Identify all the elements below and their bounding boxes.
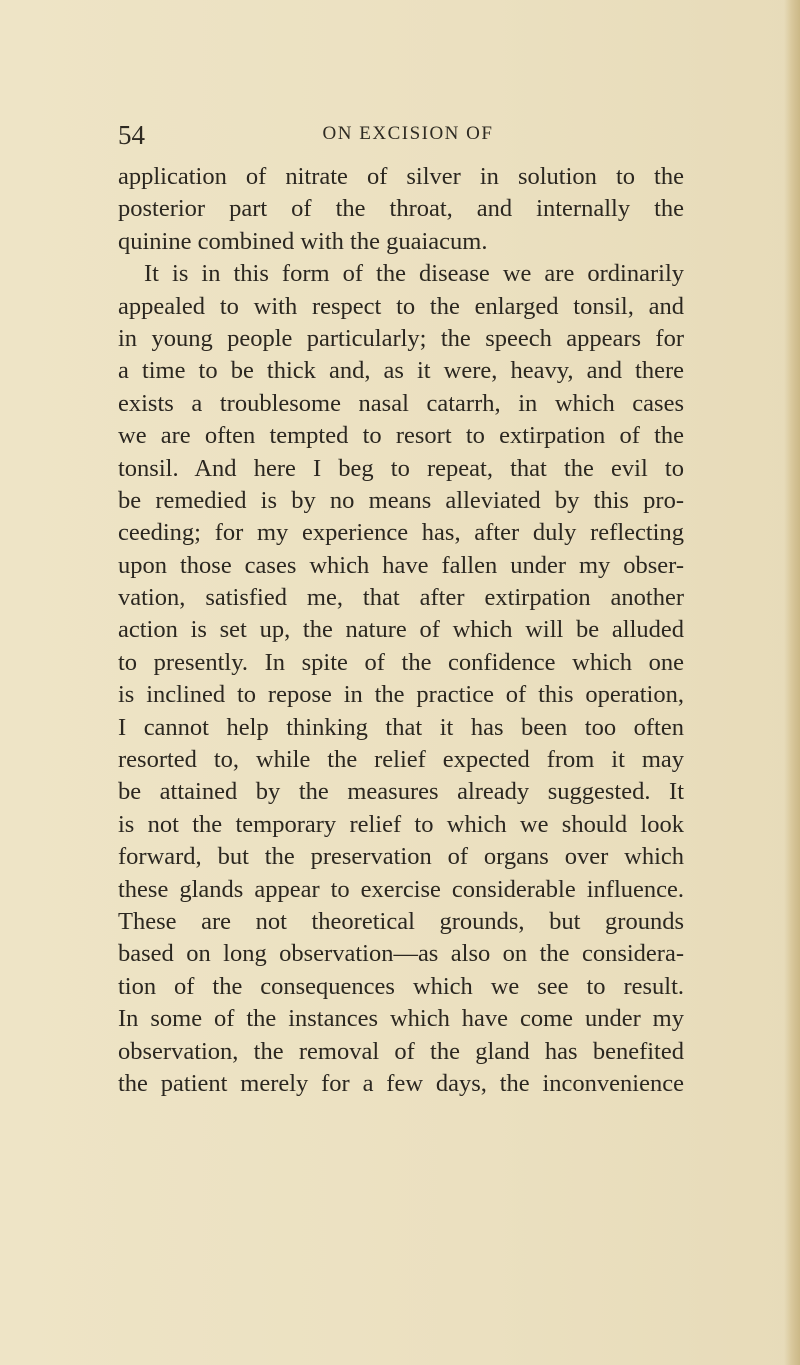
- text-line: tion of the consequences which we see to result.: [118, 972, 684, 1000]
- page-number: 54: [118, 120, 145, 150]
- text-line: the patient merely for a few days, the inconvenience: [118, 1069, 684, 1097]
- body-text: [118, 161, 684, 1100]
- text-line: ceeding; for my experience has, after duly reflecting: [118, 519, 684, 547]
- text-line: exists a troublesome nasal catarrh, in which cases: [118, 389, 684, 417]
- text-line: based on long observation—as also on the considera-: [118, 940, 684, 968]
- text-line: In some of the instances which have come under my: [118, 1005, 684, 1033]
- text-line: action is set up, the nature of which will be alluded: [118, 616, 684, 644]
- text-line: resorted to, while the relief expected from it may: [118, 746, 684, 774]
- text-line: quinine combined with the guaiacum.: [118, 227, 488, 255]
- text-line: these glands appear to exercise considerable influence.: [118, 875, 684, 903]
- text-line: be remedied is by no means alleviated by this pro-: [118, 486, 684, 514]
- running-head: ON EXCISION OF: [322, 123, 494, 144]
- text-line: is inclined to repose in the practice of this operation,: [118, 681, 684, 709]
- text-line: observation, the removal of the gland has benefited: [118, 1037, 684, 1065]
- text-line: I cannot help thinking that it has been too often: [118, 713, 684, 741]
- text-line: in young people particularly; the speech appears for: [118, 324, 684, 352]
- text-line: application of nitrate of silver in solution to the: [118, 163, 684, 190]
- text-line: tonsil. And here I beg to repeat, that the evil to: [118, 454, 684, 482]
- text-line: appealed to with respect to the enlarged tonsil, and: [118, 292, 684, 320]
- text-line: upon those cases which have fallen under my obser-: [118, 551, 684, 579]
- text-line: These are not theoretical grounds, but grounds: [118, 907, 684, 935]
- text-line: is not the temporary relief to which we should look: [118, 810, 684, 838]
- text-line: posterior part of the throat, and internally the: [118, 195, 684, 223]
- text-line: we are often tempted to resort to extirpation of the: [118, 422, 684, 450]
- text-line: to presently. In spite of the confidence which one: [118, 648, 684, 676]
- text-line: forward, but the preservation of organs over which: [118, 843, 684, 871]
- text-line: vation, satisfied me, that after extirpation another: [118, 584, 684, 612]
- text-line: be attained by the measures already suggested. It: [118, 778, 684, 806]
- text-line: It is in this form of the disease we are ordinarily: [144, 260, 684, 288]
- page-edge-shadow: [784, 0, 800, 1365]
- text-line: a time to be thick and, as it were, heavy, and there: [118, 357, 684, 385]
